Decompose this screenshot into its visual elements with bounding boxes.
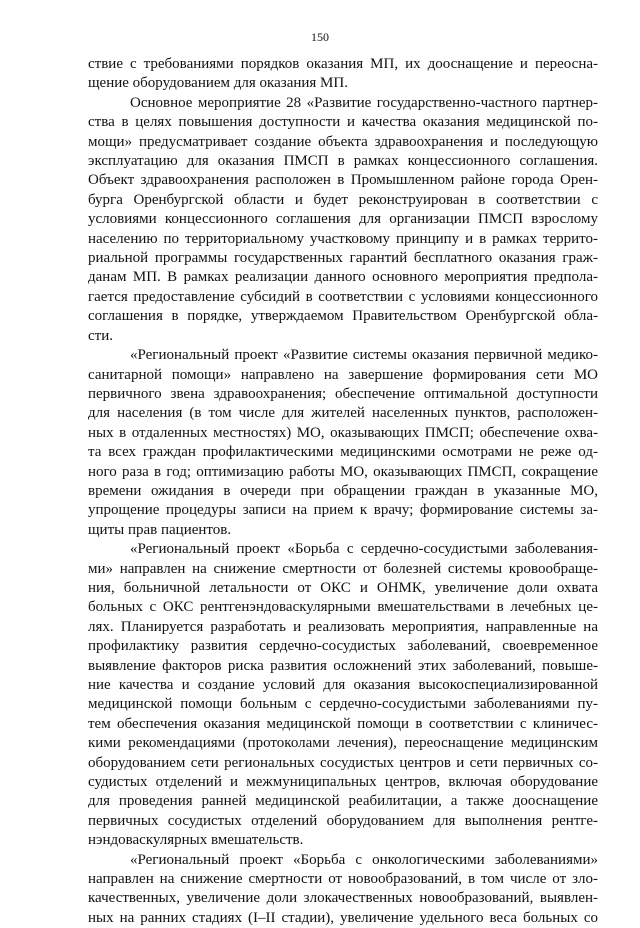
text-line: лях. Планируется разработать и реализовать мероприятия, направленные на [88, 618, 598, 635]
text-line: «Региональный проект «Борьба с онкологическими заболеваниями» [130, 851, 598, 868]
text-line: ного раза в год; оптимизацию работы МО, оказывающих ПМСП, сокращение [88, 463, 598, 480]
text-line: качественных, увеличение доли злокачественных новообразований, выявлен- [88, 890, 598, 907]
text-line: для населения (в том числе для жителей населенных пунктов, расположен- [88, 405, 598, 422]
text-line: условиями концессионного соглашения для организации ПМСП взрослому [88, 211, 598, 228]
text-line: нэндоваскулярных вмешательств. [88, 832, 304, 849]
text-line: ства в целях повышения доступности и качества оказания медицинской по- [88, 114, 598, 131]
text-line: направлен на снижение смертности от новообразований, в том числе от зло- [88, 871, 598, 888]
text-line: щиты прав пациентов. [88, 521, 232, 538]
paragraph [88, 94, 598, 346]
text-line: времени ожидания в очереди при обращении граждан в указанные МО, [88, 482, 598, 499]
paragraph [88, 55, 598, 94]
paragraph [88, 540, 598, 851]
text-line: медицинской помощи больным с сердечно-сосудистыми заболеваниями пу- [88, 696, 598, 713]
paragraph [88, 346, 598, 540]
text-line: щение оборудованием для оказания МП. [88, 75, 348, 92]
text-line: ных в отдаленных местностях) МО, оказывающих ПМСП; обеспечение охва- [88, 424, 598, 441]
text-line: первичного звена здравоохранения; обеспечение оптимальной доступности [88, 385, 598, 402]
text-line: гается предоставление субсидий в соответствии с условиями концессионного [88, 288, 598, 305]
text-line: упрощение процедуры записи на прием к врачу; формирование системы за- [88, 502, 598, 519]
text-line: выявление факторов риска развития осложнений этих заболеваний, повыше- [88, 657, 598, 674]
text-line: первичных сосудистых отделений оборудованием для выполнения рентге- [88, 812, 598, 829]
text-line: «Региональный проект «Борьба с сердечно-сосудистыми заболевания- [130, 541, 598, 558]
text-line: ния, больничной летальности от ОКС и ОНМК, увеличение доли охвата [88, 579, 598, 596]
text-line: ных на ранних стадиях (I–II стадии), увеличение удельного веса больных со [88, 909, 598, 926]
document-body [88, 55, 598, 928]
text-line: эксплуатацию для оказания ПМСП в рамках концессионного соглашения. [88, 153, 598, 170]
text-line: оборудованием сети региональных сосудистых центров и сети первичных со- [88, 754, 598, 771]
page-number: 150 [311, 30, 329, 44]
text-line: ствие с требованиями порядков оказания МП, их дооснащение и переосна- [88, 56, 598, 72]
text-line: бурга Оренбургской области и будет реконструирован в соответствии с [88, 191, 598, 208]
text-line: ми» направлен на снижение смертности от болезней системы кровообраще- [88, 560, 598, 577]
text-line: тем обеспечения оказания медицинской помощи в соответствии с клиничес- [88, 715, 598, 732]
text-line: судистых отделений и межмуниципальных центров, включая оборудование [88, 774, 598, 791]
text-line: сти. [88, 327, 113, 344]
text-line: риальной программы государственных гарантий бесплатного оказания граж- [88, 250, 598, 267]
text-line: больных с ОКС рентгенэндоваскулярными вмешательствами в лечебных це- [88, 599, 598, 616]
text-line: Основное мероприятие 28 «Развитие государственно-частного партнер- [130, 94, 598, 111]
text-line: санитарной помощи» направлено на завершение формирования сети МО [88, 366, 598, 383]
text-line: ние качества и создание условий для оказания высокоспециализированной [88, 677, 598, 693]
text-line: соглашения в порядке, утверждаемом Правительством Оренбургской обла- [88, 308, 598, 325]
text-line: та всех граждан профилактическими медицинскими осмотрами не реже од- [88, 444, 598, 461]
text-line: мощи» предусматривает создание объекта здравоохранения и последующую [88, 133, 598, 150]
text-line: Объект здравоохранения расположен в Промышленном районе города Орен- [88, 172, 598, 189]
text-line: кими рекомендациями (протоколами лечения), переоснащение медицинским [88, 735, 598, 752]
paragraph [88, 851, 598, 928]
text-line: населению по территориальному участковому принципу и в рамках террито- [88, 230, 598, 247]
text-line: «Региональный проект «Развитие системы оказания первичной медико- [130, 347, 598, 364]
text-line: профилактику развития сердечно-сосудистых заболеваний, своевременное [88, 638, 598, 655]
text-line: данам МП. В рамках реализации данного основного мероприятия предпола- [88, 269, 598, 286]
text-line: для проведения ранней медицинской реабилитации, а также дооснащение [88, 793, 598, 810]
